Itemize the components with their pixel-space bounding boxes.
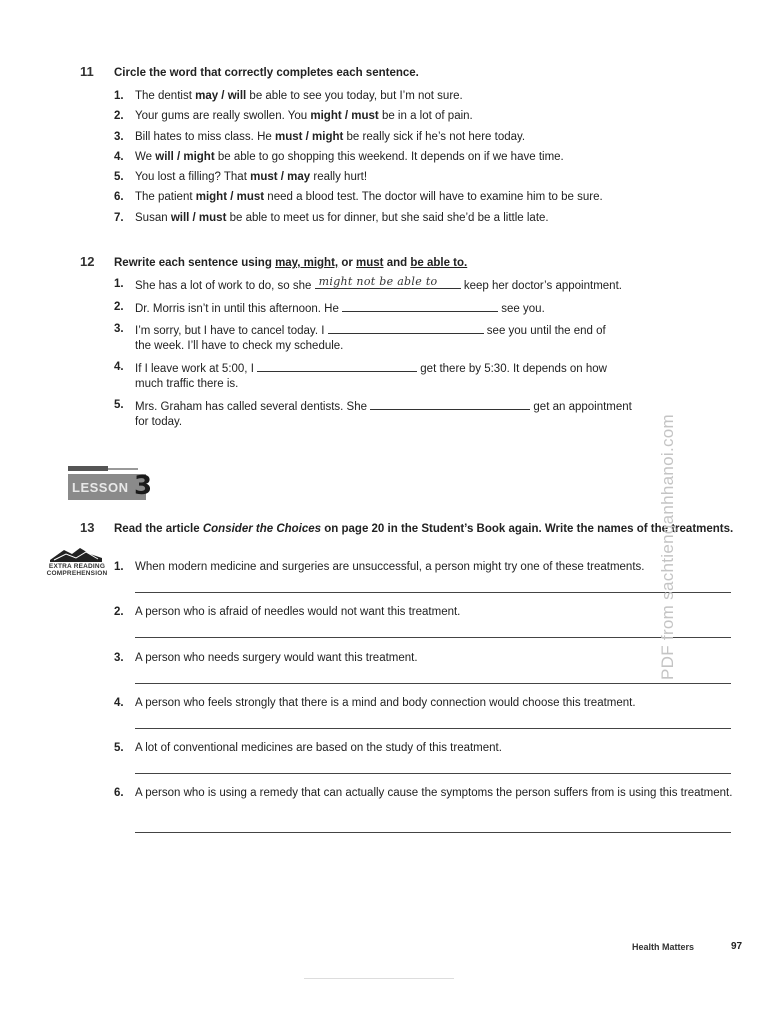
answer-blank[interactable] bbox=[328, 322, 484, 334]
rewrite-item-4: 4. If I leave work at 5:00, I get there by 5:30. It depends on how much traffic there is. bbox=[114, 361, 607, 390]
answer-blank[interactable] bbox=[370, 398, 530, 410]
list-item: 6. The patient might / must need a blood test. The doctor will have to examine him to be sure. bbox=[114, 191, 603, 204]
list-item: 4. We will / might be able to go shopping this weekend. It depends on if we have time. bbox=[114, 150, 564, 163]
question-5: 5. A lot of conventional medicines are based on the study of this treatment. bbox=[114, 742, 502, 754]
page-number: 97 bbox=[731, 941, 743, 952]
word-choice[interactable]: might / must bbox=[195, 191, 265, 204]
list-item: 1. The dentist may / will be able to see you today, but I’m not sure. bbox=[114, 90, 463, 102]
lesson-label: LESSON bbox=[72, 480, 129, 495]
question-4: 4. A person who feels strongly that there is a mind and body connection would choose this treatment. bbox=[114, 697, 636, 709]
answer-line[interactable] bbox=[135, 832, 731, 833]
lesson-badge bbox=[68, 466, 156, 500]
word-choice[interactable]: must / might bbox=[274, 130, 344, 143]
list-item: 7. Susan will / must be able to meet us for dinner, but she said she’d be a little late. bbox=[114, 211, 549, 224]
word-choice[interactable]: may / will bbox=[195, 90, 247, 102]
question-2: 2. A person who is afraid of needles would not want this treatment. bbox=[114, 606, 461, 618]
footer-unit-title: Health Matters bbox=[632, 942, 695, 952]
word-choice[interactable]: will / must bbox=[170, 211, 227, 224]
answer-blank[interactable] bbox=[315, 277, 461, 289]
answer-line[interactable] bbox=[135, 592, 731, 593]
answer-line[interactable] bbox=[135, 637, 731, 638]
rewrite-item-5: 5. Mrs. Graham has called several dentists. She get an appointment for today. bbox=[114, 399, 632, 428]
list-item: 5. You lost a filling? That must / may really hurt! bbox=[114, 171, 368, 184]
handwritten-answer: might not be able to bbox=[318, 275, 438, 288]
word-choice[interactable]: will / might bbox=[155, 150, 215, 163]
exercise-instruction: Circle the word that correctly completes each sentence. bbox=[114, 67, 419, 79]
rewrite-item-2: 2. Dr. Morris isn’t in until this afternoon. He see you. bbox=[114, 301, 545, 315]
answer-line[interactable] bbox=[135, 728, 731, 729]
rewrite-item-3: 3. I’m sorry, but I have to cancel today. I see you until the end of the week. I’ll have to check my schedule. bbox=[114, 323, 606, 352]
question-6: 6. A person who is using a remedy that can actually cause the symptoms the person suffers from is using this treatment. bbox=[114, 787, 733, 799]
lesson-number: 3 bbox=[134, 471, 153, 501]
footer-divider bbox=[304, 978, 454, 979]
answer-line[interactable] bbox=[135, 773, 731, 774]
answer-blank[interactable] bbox=[342, 300, 498, 312]
list-item: 3. Bill hates to miss class. He must / might be really sick if he’s not here today. bbox=[114, 130, 526, 143]
word-choice[interactable]: might / must bbox=[310, 110, 379, 123]
answer-line[interactable] bbox=[135, 683, 731, 684]
extra-reading-label: EXTRA READING COMPREHENSION bbox=[46, 563, 108, 577]
word-choice[interactable]: must / may bbox=[250, 171, 311, 184]
question-1: 1. When modern medicine and surgeries are unsuccessful, a person might try one of these treatments. bbox=[114, 561, 645, 573]
exercise-number: 13 bbox=[80, 520, 95, 535]
exercise-instruction: Rewrite each sentence using may, might, or must and be able to. bbox=[114, 257, 468, 269]
rewrite-item-1: 1. She has a lot of work to do, so she might not be able to keep her doctor’s appointment. bbox=[114, 275, 622, 292]
answer-blank[interactable] bbox=[257, 360, 417, 372]
list-item: 2. Your gums are really swollen. You might / must be in a lot of pain. bbox=[114, 110, 473, 123]
exercise-11-items bbox=[114, 86, 734, 228]
watermark: PDF from sachtienganhhanoi.com bbox=[658, 413, 677, 680]
exercise-number: 12 bbox=[80, 254, 95, 269]
exercise-number: 11 bbox=[80, 64, 94, 79]
exercise-instruction: Read the article Consider the Choices on page 20 in the Student’s Book again. Write the names of the treatments. bbox=[114, 523, 734, 535]
question-3: 3. A person who needs surgery would want this treatment. bbox=[114, 652, 418, 664]
